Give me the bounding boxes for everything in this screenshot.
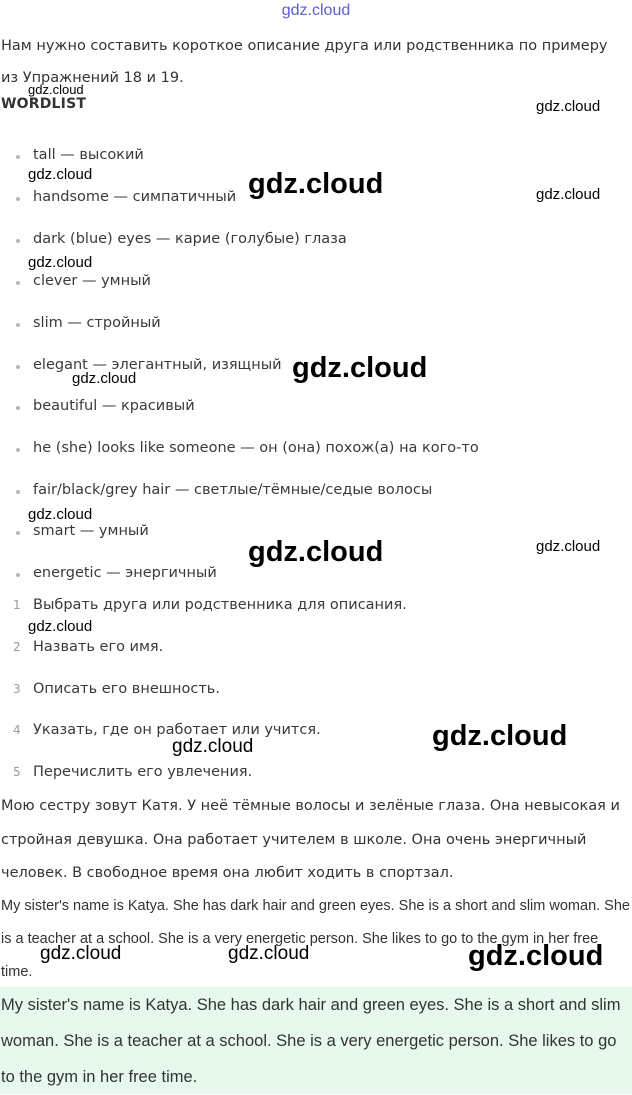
task-intro: Нам нужно составить короткое описание друга или родственника по примеру из Упражнений 18 и 19. xyxy=(1,38,608,86)
watermark: gdz.cloud xyxy=(28,166,93,183)
watermark: gdz.cloud xyxy=(28,82,84,97)
bullet-dot-icon xyxy=(16,155,20,159)
watermark: gdz.cloud xyxy=(536,186,601,203)
wordlist-item-text: smart — умный xyxy=(33,523,149,539)
bullet-dot-icon xyxy=(16,323,20,327)
step-text: Описать его внешность. xyxy=(33,681,220,697)
watermark: gdz.cloud xyxy=(72,370,137,387)
bullet-dot-icon xyxy=(16,281,20,285)
step-text: Перечислить его увлечения. xyxy=(33,764,253,780)
watermark: gdz.cloud xyxy=(28,506,93,523)
watermark: gdz.cloud xyxy=(432,720,568,752)
bullet-dot-icon xyxy=(16,406,20,410)
watermark: gdz.cloud xyxy=(228,943,310,964)
step-number: 4 xyxy=(13,723,21,737)
watermark: gdz.cloud xyxy=(292,352,428,384)
bullet-dot-icon xyxy=(16,197,20,201)
step-number: 5 xyxy=(13,765,21,779)
watermark: gdz.cloud xyxy=(28,618,93,635)
russian-description: Мою сестру зовут Катя. У неё тёмные волосы и зелёные глаза. Она невысокая и стройная девушка. Она работает учителем в школе. Она очень энергичный человек. В свободное время она любит ходить в спортзал. xyxy=(1,798,620,881)
step-text: Указать, где он работает или учится. xyxy=(33,722,321,738)
wordlist-item-text: fair/black/grey hair — светлые/тёмные/седые волосы xyxy=(33,482,433,498)
answer-block xyxy=(0,987,632,1094)
watermark: gdz.cloud xyxy=(172,736,254,757)
watermark: gdz.cloud xyxy=(28,254,93,271)
watermark: gdz.cloud xyxy=(248,168,384,200)
step-number: 1 xyxy=(13,598,21,612)
watermark: gdz.cloud xyxy=(468,940,604,972)
bullet-dot-icon xyxy=(16,448,20,452)
wordlist-item-text: handsome — симпатичный xyxy=(33,189,237,205)
wordlist-item-text: dark (blue) eyes — карие (голубые) глаза xyxy=(33,231,347,247)
bullet-dot-icon xyxy=(16,365,20,369)
bullet-dot-icon xyxy=(16,573,20,577)
bullet-dot-icon xyxy=(16,531,20,535)
wordlist-heading: WORDLIST xyxy=(1,96,87,112)
header-logo[interactable]: gdz.cloud xyxy=(281,2,351,19)
answer-text: My sister's name is Katya. She has dark hair and green eyes. She is a short and slim woman. She is a teacher at a school. She is a very energetic person. She likes to go to the gym in her free time. xyxy=(1,996,621,1086)
wordlist-item-text: he (she) looks like someone — он (она) похож(а) на кого-то xyxy=(33,440,479,456)
watermark: gdz.cloud xyxy=(40,943,122,964)
wordlist-item-text: tall — высокий xyxy=(33,147,144,163)
step-text: Выбрать друга или родственника для описания. xyxy=(33,597,407,613)
step-number: 3 xyxy=(13,682,21,696)
step-text: Назвать его имя. xyxy=(33,639,164,655)
bullet-dot-icon xyxy=(16,490,20,494)
wordlist-item-text: elegant — элегантный, изящный xyxy=(33,357,282,373)
english-description: My sister's name is Katya. She has dark hair and green eyes. She is a short and slim woman. She is a teacher at a school. She is a very energetic person. She likes to go to the gym in her free time. xyxy=(1,898,630,980)
step-number: 2 xyxy=(13,640,21,654)
wordlist-item-text: slim — стройный xyxy=(33,315,161,331)
watermark: gdz.cloud xyxy=(536,98,601,115)
wordlist-item-text: beautiful — красивый xyxy=(33,398,195,414)
watermark: gdz.cloud xyxy=(248,536,384,568)
wordlist-item-text: clever — умный xyxy=(33,273,151,289)
bullet-dot-icon xyxy=(16,239,20,243)
watermark: gdz.cloud xyxy=(536,538,601,555)
wordlist-item-text: energetic — энергичный xyxy=(33,565,217,581)
